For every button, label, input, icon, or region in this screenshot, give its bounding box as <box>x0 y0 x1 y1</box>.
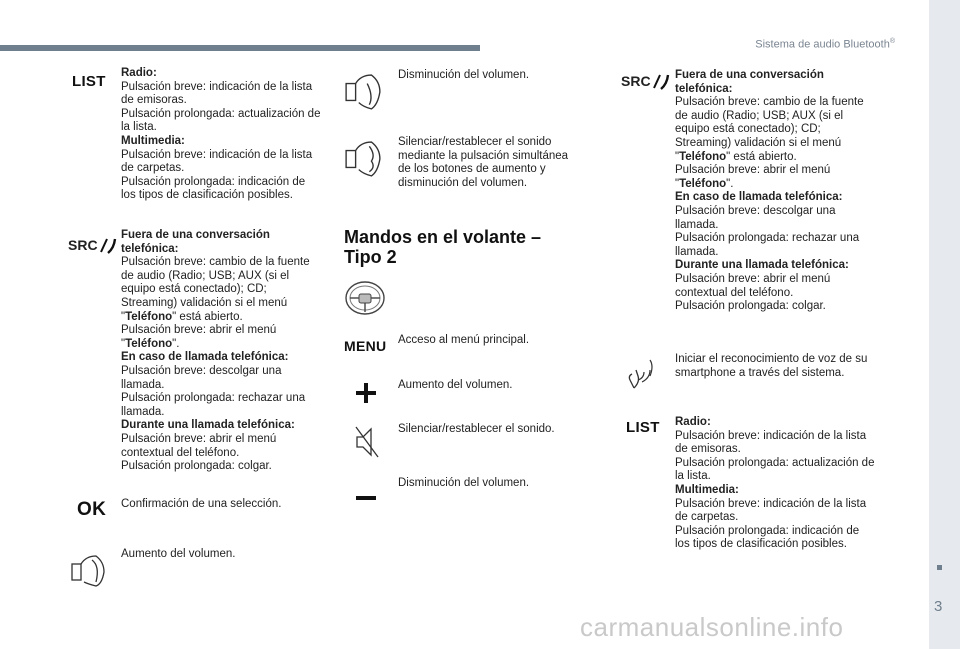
watermark: carmanualsonline.info <box>580 612 844 642</box>
page-number: 3 <box>934 598 943 615</box>
page-header-title: Sistema de audio Bluetooth® <box>755 38 895 51</box>
phone-icon <box>651 72 671 92</box>
plus-description: Aumento del volumen. <box>398 379 513 391</box>
mute-icon <box>354 425 380 464</box>
ok-description: Confirmación de una selección. <box>121 498 282 510</box>
header-rule <box>0 45 480 51</box>
voice-description: Iniciar el reconocimiento de voz de su smartphone a través del sistema. <box>675 353 868 379</box>
src-phone-icon-right <box>621 72 671 92</box>
vol-down-description: Disminución del volumen. <box>398 69 530 81</box>
plus-icon <box>355 382 377 409</box>
menu-description: Acceso al menú principal. <box>398 334 530 346</box>
src-icon-label: SRC <box>68 237 98 253</box>
phone-icon <box>98 236 118 256</box>
ok-icon: OK <box>77 499 107 520</box>
menu-icon: MENU <box>344 338 387 354</box>
minus-icon <box>355 489 377 507</box>
mute2-description: Silenciar/restablecer el sonido. <box>398 423 555 435</box>
minus-description: Disminución del volumen. <box>398 477 530 489</box>
list-icon: LIST <box>72 73 106 90</box>
list-description-right: Radio: Pulsación breve: indicación de la lista de emisoras. Pulsación prolongada: actualización de la lista. Multimedia: Pulsación breve: indicación de la lista de carpetas. Pulsación prolongada: indicación de los tipos de clasificación posibles. <box>675 416 875 551</box>
list-description: Radio: Pulsación breve: indicación de la lista de emisoras. Pulsación prolongada: actualización de la lista. Multimedia: Pulsación breve: indicación de la lista de carpetas. Pulsación prolongada: indicación de los tipos de clasificación posibles. <box>121 67 321 202</box>
mute-description: Silenciar/restablecer el sonido mediante la pulsación simultánea de los botones de aumento y disminución del volumen. <box>398 136 569 189</box>
list-icon-right: LIST <box>626 419 660 436</box>
steering-wheel-icon <box>344 280 386 321</box>
page-marker <box>937 565 942 570</box>
src-phone-icon <box>68 236 118 256</box>
src-description-right: Fuera de una conversación telefónica: Pulsación breve: cambio de la fuente de audio (Radio; USB; AUX (si el equipo está conectado); CD; Streaming) validación si el menú "Teléfono" está abierto. Pulsación breve: abrir el menú "Teléfono". En caso de llamada telefónica: Pulsación breve: descolgar una llamada. Pulsación prolongada: rechazar una llamada. Durante una llamada telefónica: Pulsación breve: abrir el menú contextual del teléfono. Pulsación prolongada: colgar. <box>675 69 864 313</box>
stalk-up-icon <box>70 552 106 593</box>
src-icon-label-right: SRC <box>621 73 651 89</box>
vol-up-description: Aumento del volumen. <box>121 548 236 560</box>
side-band <box>929 0 960 649</box>
section-title: Mandos en el volante – Tipo 2 <box>344 227 542 267</box>
voice-icon <box>624 358 658 397</box>
stalk-mute-icon <box>344 140 382 183</box>
src-description: Fuera de una conversación telefónica: Pulsación breve: cambio de la fuente de audio (Radio; USB; AUX (si el equipo está conectado); CD; Streaming) validación si el menú "Teléfono" está abierto. Pulsación breve: abrir el menú "Teléfono". En caso de llamada telefónica: Pulsación breve: descolgar una llamada. Pulsación prolongada: rechazar una llamada. Durante una llamada telefónica: Pulsación breve: abrir el menú contextual del teléfono. Pulsación prolongada: colgar. <box>121 229 310 473</box>
stalk-down-icon <box>344 73 382 116</box>
